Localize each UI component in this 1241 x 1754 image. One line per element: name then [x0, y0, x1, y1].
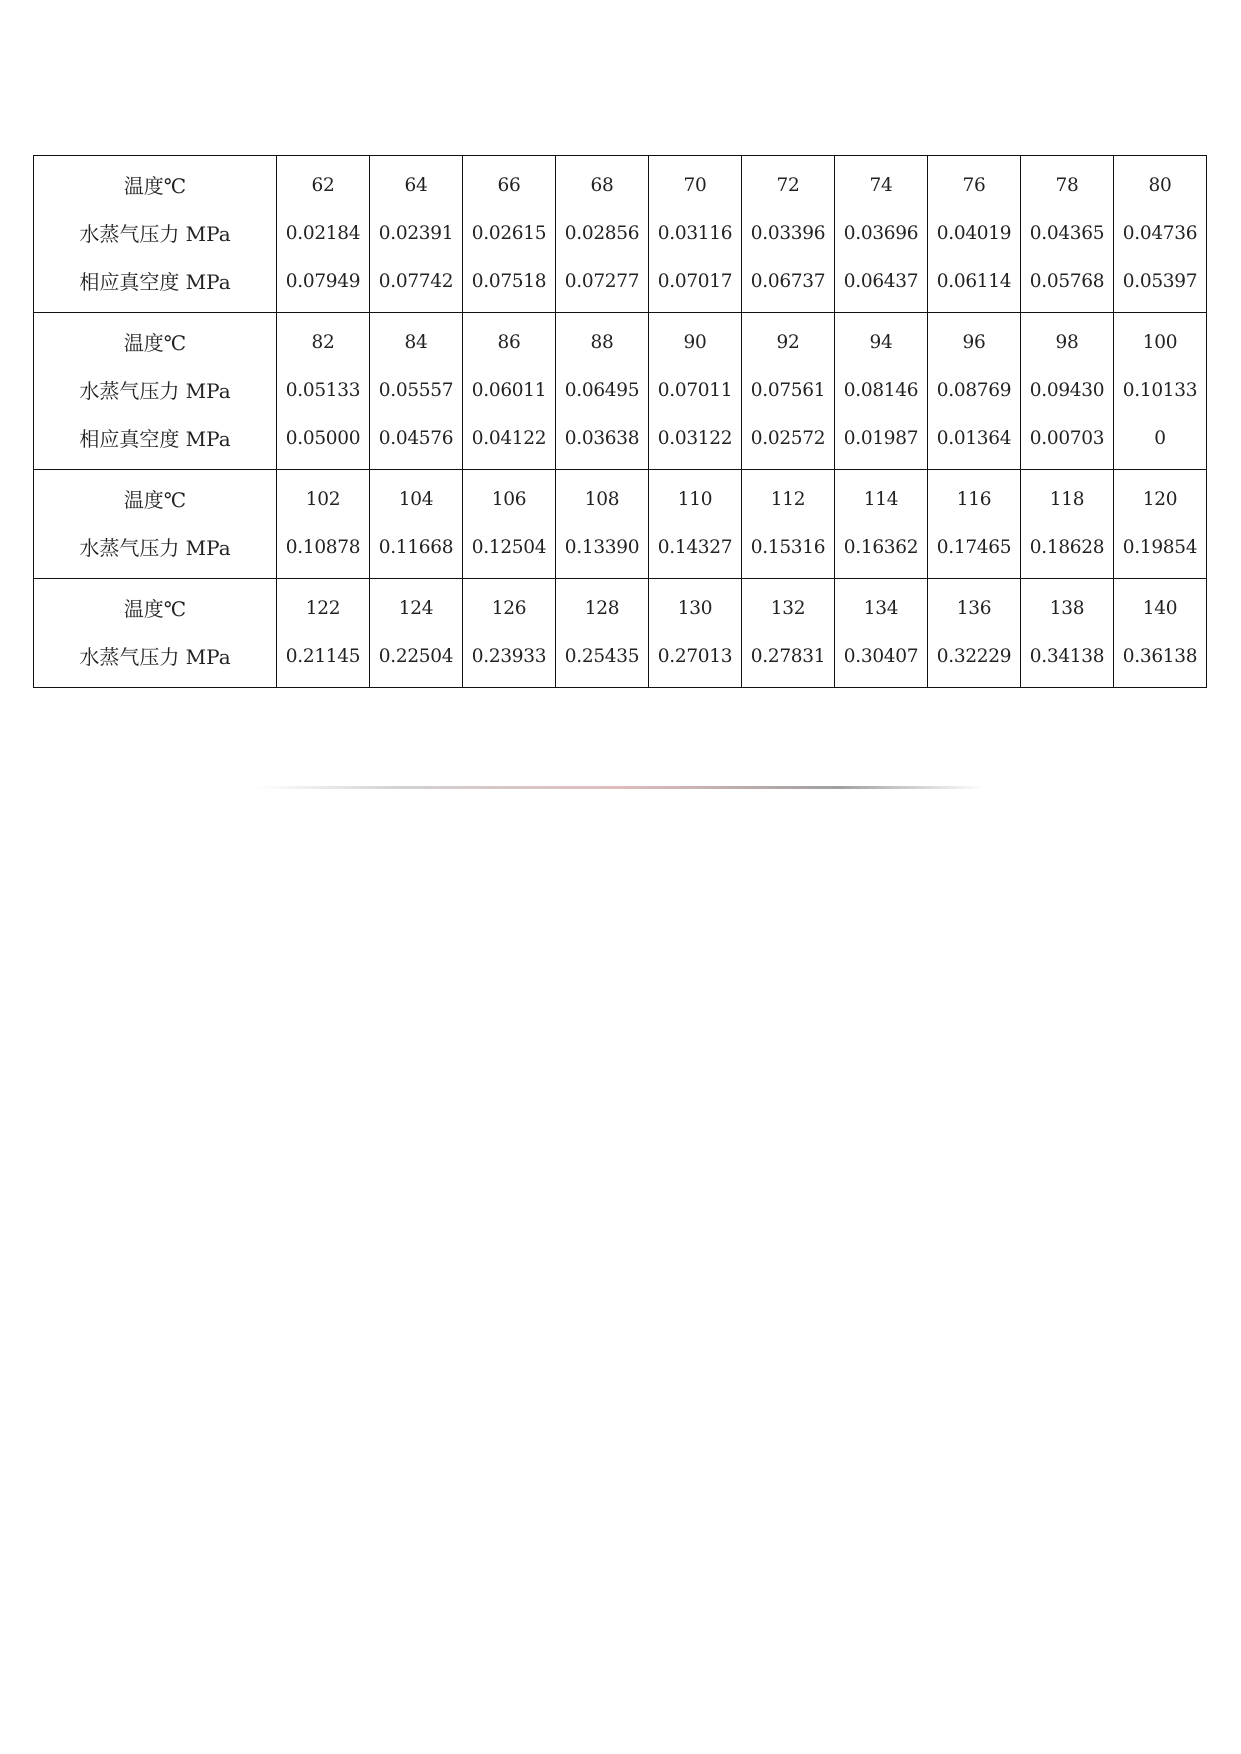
temperature-value: 130 — [677, 598, 713, 619]
table-block-row — [34, 156, 1207, 313]
temperature-value: 116 — [956, 489, 992, 510]
vapor-pressure-value: 0.08146 — [843, 380, 919, 401]
vapor-pressure-value: 0.04019 — [936, 223, 1012, 244]
vacuum-value: 0.05768 — [1029, 271, 1105, 292]
vacuum-value: 0.00703 — [1029, 428, 1105, 449]
temperature-value: 106 — [491, 489, 527, 510]
vacuum-value: 0.06114 — [936, 271, 1012, 292]
value-cell — [556, 156, 649, 313]
vapor-pressure-value: 0.36138 — [1122, 646, 1198, 667]
value-cell — [649, 470, 742, 579]
temperature-value: 128 — [584, 598, 620, 619]
temperature-label: 温度℃ — [123, 597, 187, 621]
value-cell — [1114, 156, 1207, 313]
vapor-pressure-value: 0.32229 — [936, 646, 1012, 667]
vapor-pressure-value: 0.34138 — [1029, 646, 1105, 667]
vapor-pressure-value: 0.12504 — [471, 537, 547, 558]
value-cell — [928, 470, 1021, 579]
vapor-pressure-value: 0.05557 — [378, 380, 454, 401]
value-cell — [742, 156, 835, 313]
vacuum-value: 0.06737 — [750, 271, 826, 292]
temperature-value: 78 — [1055, 175, 1079, 196]
vapor-pressure-value: 0.23933 — [471, 646, 547, 667]
vapor-pressure-value: 0.03396 — [750, 223, 826, 244]
vapor-pressure-value: 0.02391 — [378, 223, 454, 244]
value-cell — [556, 579, 649, 688]
table-block-row — [34, 579, 1207, 688]
value-cell — [1114, 313, 1207, 470]
temperature-value: 70 — [683, 175, 707, 196]
row-label-cell — [34, 313, 277, 470]
vacuum-value: 0.03122 — [657, 428, 733, 449]
value-cell — [556, 470, 649, 579]
vacuum-value: 0.07277 — [564, 271, 640, 292]
temperature-value: 80 — [1148, 175, 1172, 196]
vapor-pressure-label: 水蒸气压力 MPa — [79, 645, 231, 669]
vapor-pressure-value: 0.07011 — [657, 380, 733, 401]
value-cell — [1114, 470, 1207, 579]
value-cell — [277, 313, 370, 470]
value-cell — [277, 156, 370, 313]
value-cell — [463, 313, 556, 470]
value-cell — [1114, 579, 1207, 688]
vapor-pressure-value: 0.21145 — [285, 646, 361, 667]
value-cell — [1021, 470, 1114, 579]
vapor-pressure-value: 0.05133 — [285, 380, 361, 401]
value-cell — [370, 313, 463, 470]
vacuum-value: 0.06437 — [843, 271, 919, 292]
value-cell — [1021, 156, 1114, 313]
vapor-pressure-value: 0.27013 — [657, 646, 733, 667]
temperature-value: 92 — [776, 332, 800, 353]
vacuum-value: 0.04576 — [378, 428, 454, 449]
vacuum-value: 0.07518 — [471, 271, 547, 292]
vapor-pressure-value: 0.30407 — [843, 646, 919, 667]
temperature-value: 134 — [863, 598, 899, 619]
value-cell — [649, 313, 742, 470]
row-label-cell — [34, 579, 277, 688]
vapor-pressure-value: 0.02184 — [285, 223, 361, 244]
value-cell — [835, 156, 928, 313]
temperature-value: 124 — [398, 598, 434, 619]
temperature-value: 82 — [311, 332, 335, 353]
vapor-pressure-value: 0.15316 — [750, 537, 826, 558]
value-cell — [463, 470, 556, 579]
vapor-pressure-value: 0.08769 — [936, 380, 1012, 401]
vapor-pressure-label: 水蒸气压力 MPa — [79, 536, 231, 560]
vapor-pressure-value: 0.06011 — [471, 380, 547, 401]
temperature-value: 88 — [590, 332, 614, 353]
vapor-pressure-value: 0.02615 — [471, 223, 547, 244]
value-cell — [928, 313, 1021, 470]
vacuum-value: 0 — [1154, 428, 1166, 449]
vacuum-value: 0.01364 — [936, 428, 1012, 449]
value-cell — [370, 470, 463, 579]
temperature-value: 76 — [962, 175, 986, 196]
vapor-pressure-value: 0.14327 — [657, 537, 733, 558]
value-cell — [370, 156, 463, 313]
temperature-value: 132 — [770, 598, 806, 619]
value-cell — [835, 470, 928, 579]
temperature-value: 74 — [869, 175, 893, 196]
value-cell — [835, 313, 928, 470]
vacuum-label: 相应真空度 MPa — [79, 427, 231, 451]
temperature-value: 118 — [1049, 489, 1085, 510]
vapor-pressure-value: 0.19854 — [1122, 537, 1198, 558]
temperature-value: 66 — [497, 175, 521, 196]
value-cell — [649, 156, 742, 313]
vacuum-value: 0.01987 — [843, 428, 919, 449]
value-cell — [1021, 579, 1114, 688]
vapor-pressure-value: 0.17465 — [936, 537, 1012, 558]
temperature-value: 122 — [305, 598, 341, 619]
temperature-value: 110 — [677, 489, 713, 510]
vapor-pressure-value: 0.04365 — [1029, 223, 1105, 244]
temperature-value: 136 — [956, 598, 992, 619]
temperature-value: 84 — [404, 332, 428, 353]
vacuum-value: 0.05000 — [285, 428, 361, 449]
value-cell — [370, 579, 463, 688]
value-cell — [742, 313, 835, 470]
temperature-value: 138 — [1049, 598, 1085, 619]
value-cell — [1021, 313, 1114, 470]
value-cell — [277, 579, 370, 688]
value-cell — [742, 579, 835, 688]
vapor-pressure-value: 0.22504 — [378, 646, 454, 667]
temperature-value: 126 — [491, 598, 527, 619]
temperature-value: 98 — [1055, 332, 1079, 353]
temperature-label: 温度℃ — [123, 174, 187, 198]
vapor-pressure-value: 0.10878 — [285, 537, 361, 558]
temperature-value: 112 — [770, 489, 806, 510]
vacuum-value: 0.03638 — [564, 428, 640, 449]
vacuum-label: 相应真空度 MPa — [79, 270, 231, 294]
value-cell — [463, 156, 556, 313]
row-label-cell — [34, 156, 277, 313]
temperature-value: 64 — [404, 175, 428, 196]
temperature-value: 102 — [305, 489, 341, 510]
vapor-pressure-value: 0.03696 — [843, 223, 919, 244]
vapor-pressure-label: 水蒸气压力 MPa — [79, 222, 231, 246]
vapor-pressure-value: 0.03116 — [657, 223, 733, 244]
vapor-pressure-value: 0.25435 — [564, 646, 640, 667]
vapor-pressure-value: 0.18628 — [1029, 537, 1105, 558]
vacuum-value: 0.05397 — [1122, 271, 1198, 292]
temperature-value: 120 — [1142, 489, 1178, 510]
vacuum-value: 0.04122 — [471, 428, 547, 449]
temperature-value: 104 — [398, 489, 434, 510]
temperature-value: 62 — [311, 175, 335, 196]
vacuum-value: 0.07742 — [378, 271, 454, 292]
table-block-row — [34, 313, 1207, 470]
vapor-pressure-value: 0.09430 — [1029, 380, 1105, 401]
temperature-value: 108 — [584, 489, 620, 510]
value-cell — [649, 579, 742, 688]
temperature-label: 温度℃ — [123, 488, 187, 512]
vacuum-value: 0.07017 — [657, 271, 733, 292]
decorative-divider — [255, 786, 985, 789]
vapor-pressure-value: 0.16362 — [843, 537, 919, 558]
temperature-label: 温度℃ — [123, 331, 187, 355]
temperature-value: 140 — [1142, 598, 1178, 619]
value-cell — [277, 470, 370, 579]
vapor-pressure-value: 0.10133 — [1122, 380, 1198, 401]
temperature-value: 86 — [497, 332, 521, 353]
vapor-pressure-value: 0.06495 — [564, 380, 640, 401]
temperature-value: 94 — [869, 332, 893, 353]
value-cell — [835, 579, 928, 688]
temperature-value: 100 — [1142, 332, 1178, 353]
row-label-cell — [34, 470, 277, 579]
vapor-pressure-value: 0.11668 — [378, 537, 454, 558]
temperature-value: 114 — [863, 489, 899, 510]
temperature-value: 68 — [590, 175, 614, 196]
vacuum-value: 0.07949 — [285, 271, 361, 292]
steam-pressure-table — [33, 155, 1207, 688]
vapor-pressure-value: 0.02856 — [564, 223, 640, 244]
vapor-pressure-value: 0.04736 — [1122, 223, 1198, 244]
value-cell — [742, 470, 835, 579]
value-cell — [556, 313, 649, 470]
vapor-pressure-value: 0.07561 — [750, 380, 826, 401]
temperature-value: 72 — [776, 175, 800, 196]
vapor-pressure-value: 0.27831 — [750, 646, 826, 667]
vapor-pressure-label: 水蒸气压力 MPa — [79, 379, 231, 403]
value-cell — [928, 579, 1021, 688]
vacuum-value: 0.02572 — [750, 428, 826, 449]
value-cell — [463, 579, 556, 688]
temperature-value: 96 — [962, 332, 986, 353]
temperature-value: 90 — [683, 332, 707, 353]
vapor-pressure-value: 0.13390 — [564, 537, 640, 558]
value-cell — [928, 156, 1021, 313]
table-block-row — [34, 470, 1207, 579]
